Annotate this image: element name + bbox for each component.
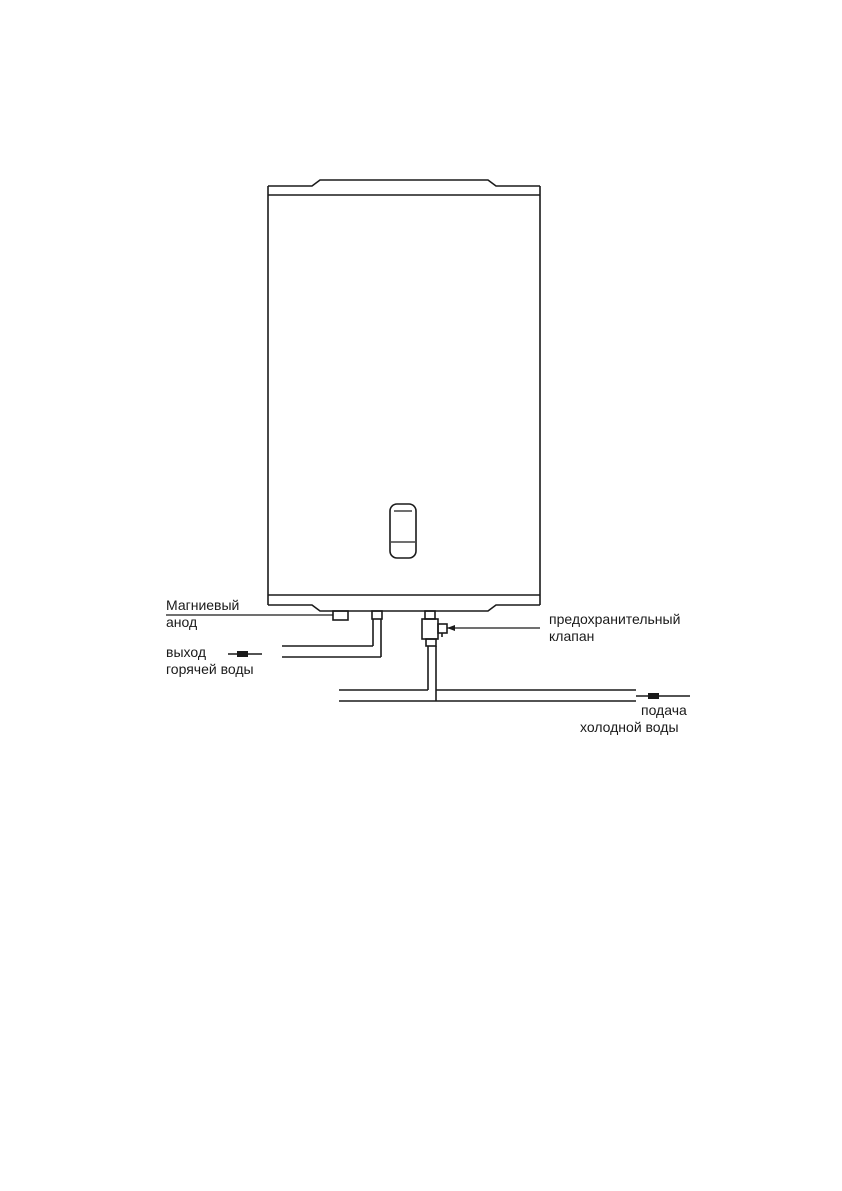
hot-water-label [166,644,254,678]
hot-water-outlet-pipe [282,611,382,657]
valve-label-line2: клапан [549,628,595,644]
valve-label-line1: предохранительный [549,611,681,627]
temperature-display-icon [390,504,416,558]
hot-water-label-line1: выход [166,644,206,660]
hot-water-label-line2: горячей воды [166,661,254,677]
heater-top-cap [268,180,540,195]
valve-label [549,611,680,645]
anode-label-line1: Магниевый [166,597,240,613]
heater-bottom-cap [268,595,540,611]
cold-water-label-line2: холодной воды [580,719,679,735]
anode-label [166,597,239,631]
anode-label-line2: анод [166,614,198,630]
cold-water-inlet-pipe [339,646,636,701]
valve-leader-arrow [447,625,540,631]
cold-water-label-line1: подача [641,702,687,718]
cold-water-label [580,702,687,736]
safety-valve-icon [422,611,447,646]
magnesium-anode-icon [333,611,348,620]
cold-water-valve-marker [636,693,690,699]
